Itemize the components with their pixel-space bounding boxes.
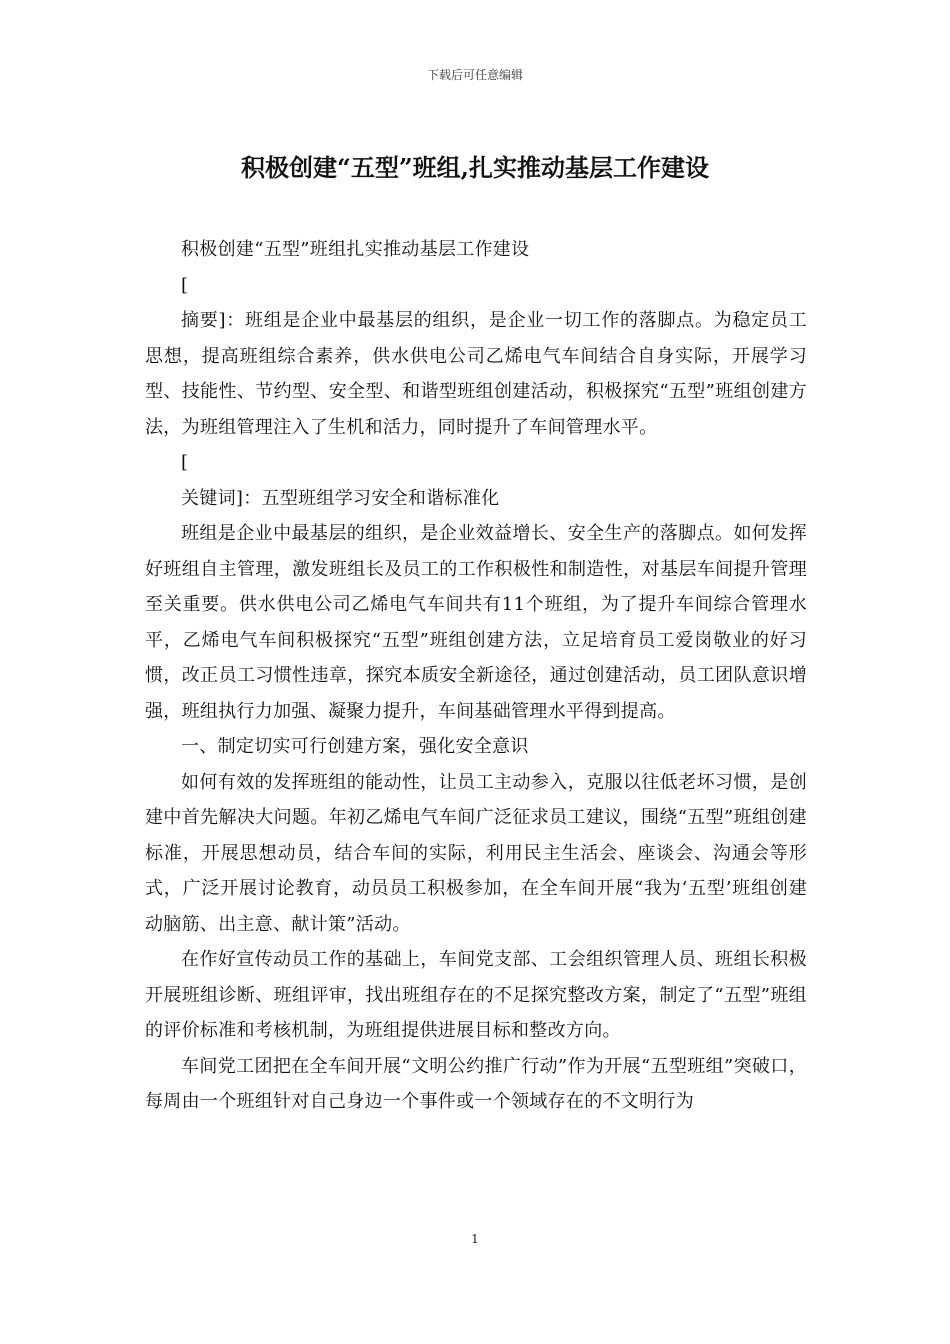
body-paragraph: 如何有效的发挥班组的能动性，让员工主动参入，克服以往低老坏习惯，是创建中首先解决大问题。年初乙烯电气车间广泛征求员工建议，围绕“五型”班组创建标准，开展思想动员，结合车间的实际，利用民主生活会、座谈会、沟通会等形式，广泛开展讨论教育，动员员工积极参加，在全车间开展“我为‘五型’班组创建动脑筋、出主意、献计策”活动。 (145, 771, 807, 935)
subtitle-paragraph: 积极创建“五型”班组扎实推动基层工作建设 (181, 239, 530, 260)
document-title: 积极创建“五型”班组,扎实推动基层工作建设 (241, 153, 709, 182)
body-paragraph: 在作好宣传动员工作的基础上，车间党支部、工会组织管理人员、班组长积极开展班组诊断、班组评审，找出班组存在的不足探究整改方案，制定了“五型”班组的评价标准和考核机制，为班组提供进展目标和整改方向。 (145, 949, 807, 1041)
header-note: 下载后可任意编辑 (426, 68, 523, 82)
bracket-line: [ (181, 274, 189, 296)
abstract-paragraph: 摘要]：班组是企业中最基层的组织，是企业一切工作的落脚点。为稳定员工思想，提高班组综合素养，供水供电公司乙烯电气车间结合自身实际，开展学习型、技能性、节约型、安全型、和谐型班组创建活动，积极探究“五型”班组创建方法，为班组管理注入了生机和活力，同时提升了车间管理水平。 (145, 310, 807, 438)
bracket-line: [ (181, 452, 189, 473)
section-heading: 一、制定切实可行创建方案，强化安全意识 (181, 736, 529, 757)
keywords-paragraph: 关键词]：五型班组学习安全和谐标准化 (181, 487, 500, 509)
page-number: 1 (471, 1232, 479, 1246)
document-body (145, 232, 807, 1120)
body-paragraph: 车间党工团把在全车间开展“文明公约推广行动”作为开展“五型班组”突破口，每周由一个班组针对自己身边一个事件或一个领域存在的不文明行为 (145, 1055, 807, 1112)
body-paragraph: 班组是企业中最基层的组织，是企业效益增长、安全生产的落脚点。如何发挥好班组自主管理，激发班组长及员工的工作积极性和制造性，对基层车间提升管理至关重要。供水供电公司乙烯电气车间共有11个班组，为了提升车间综合管理水平，乙烯电气车间积极探究“五型”班组创建方法，立足培育员工爱岗敬业的好习惯，改正员工习惯性违章，探究本质安全新途径，通过创建活动，员工团队意识增强，班组执行力加强、凝聚力提升，车间基础管理水平得到提高。 (145, 523, 807, 722)
